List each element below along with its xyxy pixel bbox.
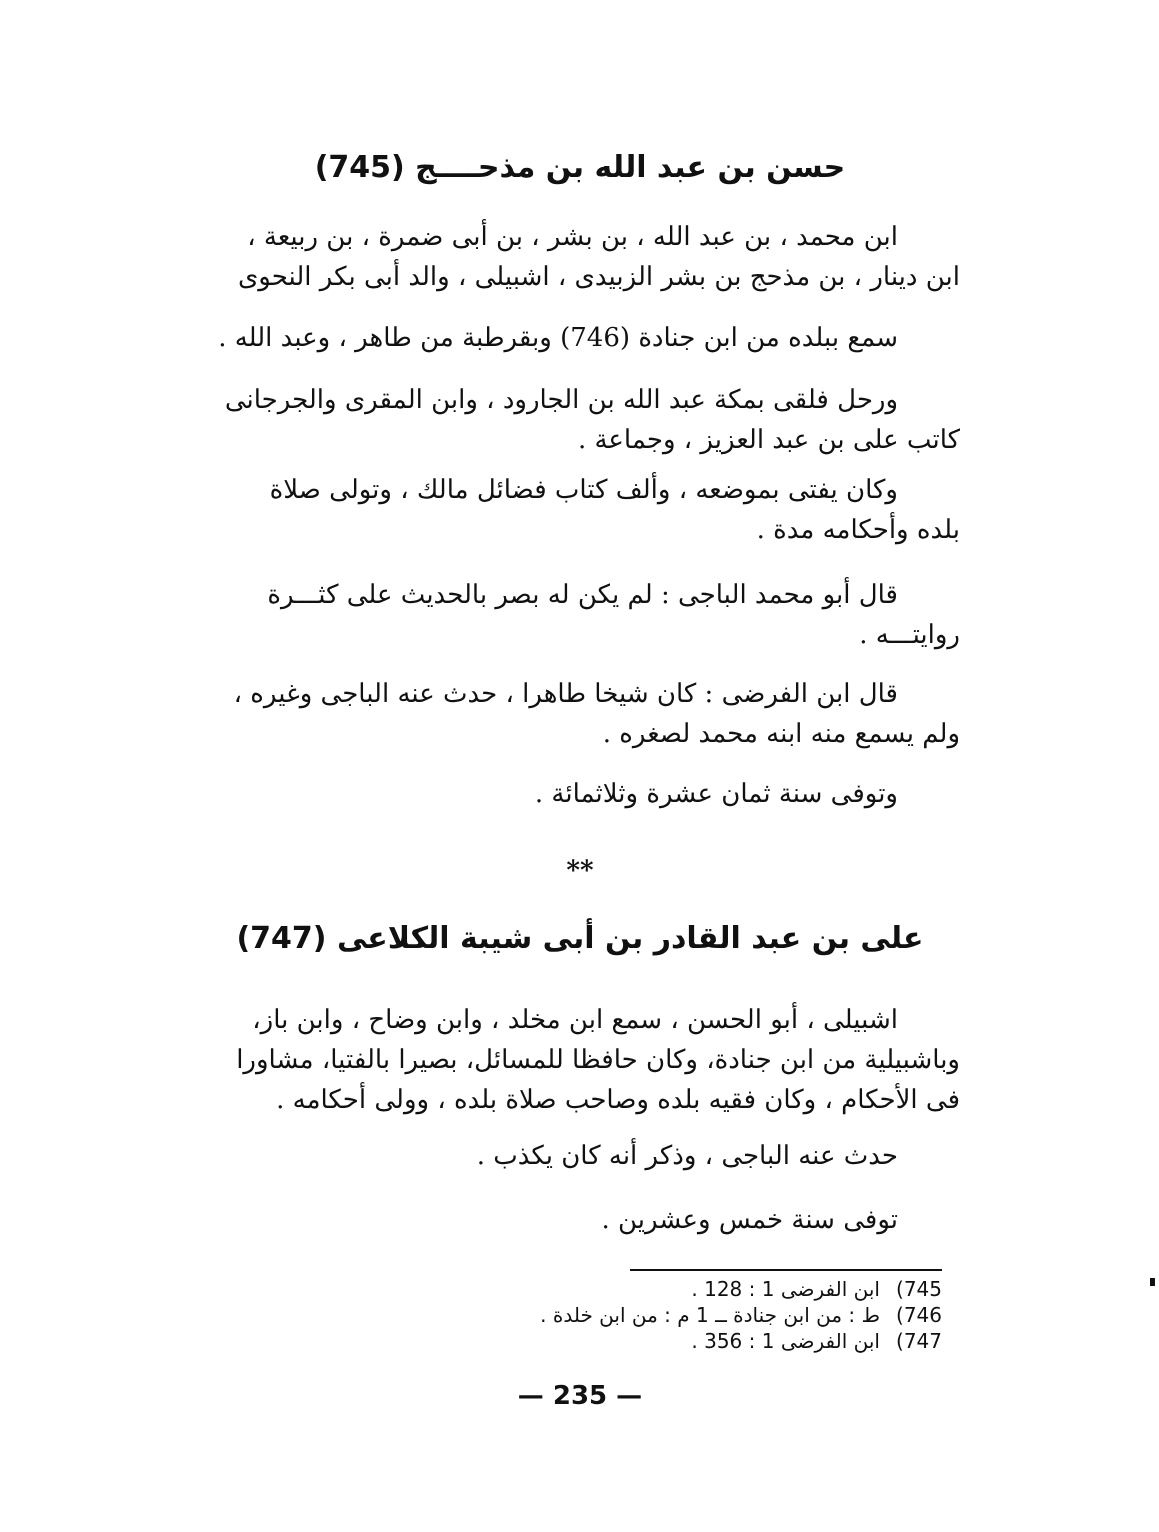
footnote-divider	[630, 1269, 942, 1271]
section-separator: **	[566, 856, 594, 886]
footnote-text: ابن الفرضى 1 : 356 .	[691, 1329, 880, 1353]
footnote-number: 746)	[896, 1303, 942, 1327]
text-line: اشبيلى ، أبو الحسن ، سمع ابن مخلد ، وابن وضاح ، وابن باز،	[252, 1005, 898, 1035]
scan-mark	[1150, 1278, 1155, 1286]
text-line: وباشبيلية من ابن جنادة، وكان حافظا للمسائل، بصيرا بالفتيا، مشاورا	[236, 1045, 960, 1075]
paragraph	[200, 318, 960, 358]
text-line: سمع ببلده من ابن جنادة (746) وبقرطبة من طاهر ، وعبد الله .	[218, 323, 898, 353]
paragraph	[200, 1136, 960, 1176]
footnote	[420, 1276, 942, 1302]
text-line: روايتـــه .	[859, 620, 960, 650]
text-line: ابن دينار ، بن مذحج بن بشر الزبيدى ، اشبيلى ، والد أبى بكر النحوى	[237, 262, 960, 292]
text-line: حدث عنه الباجى ، وذكر أنه كان يكذب .	[476, 1141, 898, 1171]
footnote	[420, 1302, 942, 1328]
footnote-number: 745)	[896, 1277, 942, 1301]
footnotes	[420, 1276, 942, 1354]
text-line: قال ابن الفرضى : كان شيخا طاهرا ، حدث عنه الباجى وغيره ،	[233, 679, 898, 709]
paragraph	[200, 380, 960, 460]
paragraph	[200, 575, 960, 655]
paragraph	[200, 217, 960, 297]
footnote-text: ط : من ابن جنادة ــ 1 م : من ابن خلدة .	[540, 1303, 880, 1327]
paragraph	[200, 774, 960, 814]
entry-title: حسن بن عبد الله بن مذحــــج (745)	[314, 150, 846, 185]
footnote-number: 747)	[896, 1329, 942, 1353]
text-line: ورحل فلقى بمكة عبد الله بن الجارود ، وابن المقرى والجرجانى	[224, 385, 898, 415]
paragraph	[200, 674, 960, 754]
text-line: كاتب على بن عبد العزيز ، وجماعة .	[577, 425, 960, 455]
paragraph	[200, 470, 960, 550]
text-line: قال أبو محمد الباجى : لم يكن له بصر بالحديث على كثـــرة	[267, 580, 898, 610]
page-number: — 235 —	[517, 1381, 643, 1411]
text-line: وكان يفتى بموضعه ، وألف كتاب فضائل مالك ، وتولى صلاة	[269, 475, 898, 505]
footnote	[420, 1328, 942, 1354]
text-line: توفى سنة خمس وعشرين .	[601, 1205, 898, 1235]
text-line: ابن محمد ، بن عبد الله ، بن بشر ، بن أبى ضمرة ، بن ربيعة ،	[247, 222, 898, 252]
text-line: بلده وأحكامه مدة .	[756, 515, 960, 545]
text-line: فى الأحكام ، وكان فقيه بلده وصاحب صلاة بلده ، وولى أحكامه .	[276, 1085, 960, 1115]
paragraph	[200, 1200, 960, 1240]
text-line: ولم يسمع منه ابنه محمد لصغره .	[602, 719, 960, 749]
paragraph	[200, 1000, 960, 1120]
entry-title: على بن عبد القادر بن أبى شيبة الكلاعى (747)	[236, 921, 924, 956]
text-line: وتوفى سنة ثمان عشرة وثلاثمائة .	[534, 779, 898, 809]
footnote-text: ابن الفرضى 1 : 128 .	[691, 1277, 880, 1301]
